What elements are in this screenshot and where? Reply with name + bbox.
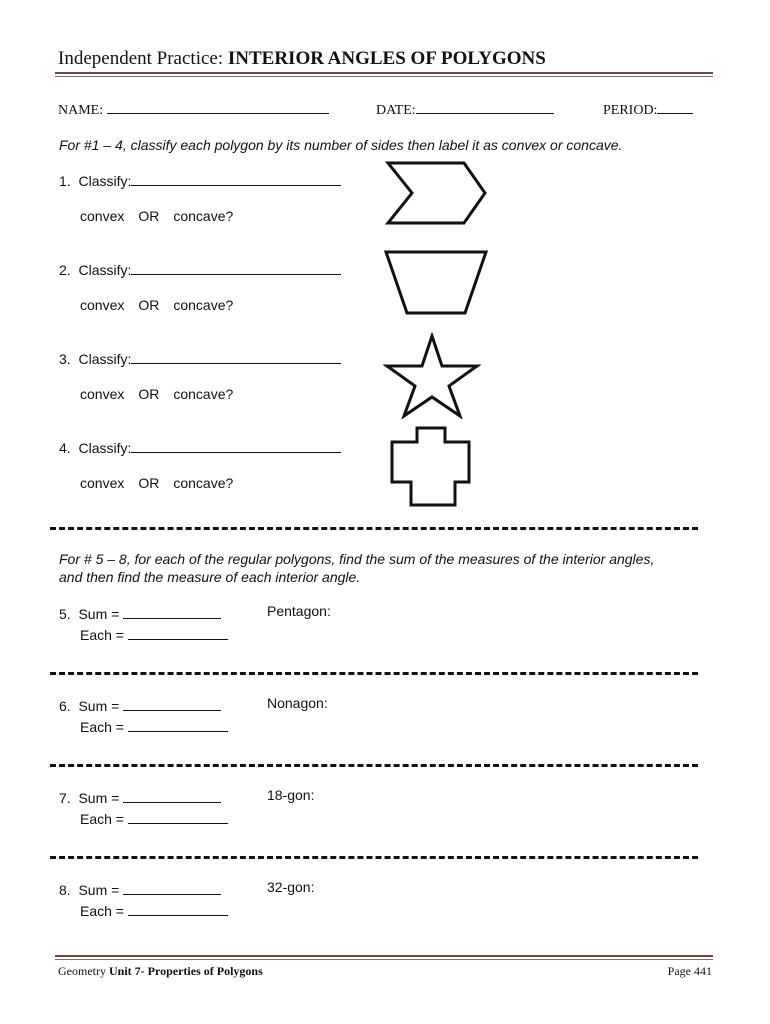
question-5-each: [80, 627, 228, 643]
period-blank[interactable]: [657, 101, 693, 114]
q4-label: Classify:: [78, 440, 132, 456]
question-6: [59, 698, 221, 714]
q7-sum-blank[interactable]: [123, 790, 221, 803]
q1-number: 1.: [59, 173, 71, 189]
q8-each-label: Each =: [80, 903, 124, 919]
q5-sum-label: Sum =: [78, 606, 120, 622]
q6-each-blank[interactable]: [128, 719, 228, 732]
q2-label: Classify:: [78, 262, 132, 278]
q8-polygon: 32-gon:: [267, 879, 315, 895]
q3-options: [80, 386, 247, 402]
q5-polygon: Pentagon:: [267, 603, 331, 619]
question-5: [59, 606, 221, 622]
header-rule: [55, 72, 713, 74]
q2-blank[interactable]: [131, 262, 341, 275]
trapezoid-shape: [383, 249, 489, 317]
footer-course: [58, 964, 263, 979]
chevron-pentagon-shape: [385, 160, 489, 226]
q6-sum-label: Sum =: [78, 698, 120, 714]
q7-number: 7.: [59, 790, 71, 806]
section2-instruction: [59, 550, 654, 586]
q2-number: 2.: [59, 262, 71, 278]
q1-or: OR: [138, 208, 160, 224]
q1-convex[interactable]: convex: [80, 208, 125, 224]
q2-options: [80, 297, 247, 313]
question-7-each: [80, 811, 228, 827]
q4-or: OR: [138, 475, 160, 491]
section2-instruction-line1: For # 5 – 8, for each of the regular polygons, find the sum of the measures of the interior angles,: [59, 551, 655, 567]
q3-blank[interactable]: [131, 351, 341, 364]
q6-each-label: Each =: [80, 719, 124, 735]
name-label: NAME:: [58, 103, 104, 118]
q8-sum-label: Sum =: [78, 882, 120, 898]
q5-each-blank[interactable]: [128, 627, 228, 640]
page-number: Page 441: [667, 964, 712, 978]
q7-sum-label: Sum =: [78, 790, 120, 806]
question-1: [59, 173, 341, 189]
q2-convex[interactable]: convex: [80, 297, 125, 313]
q5-number: 5.: [59, 606, 71, 622]
divider-dashed: [50, 856, 698, 859]
header-rule-thin: [55, 76, 713, 77]
q3-number: 3.: [59, 351, 71, 367]
footer-unit: Unit 7- Properties of Polygons: [108, 964, 263, 978]
period-field: [603, 101, 693, 119]
star-shape: [383, 333, 481, 419]
cross-shape: [389, 425, 473, 509]
date-label: DATE:: [376, 103, 416, 118]
name-field: [58, 101, 329, 119]
question-2: [59, 262, 341, 278]
q6-polygon: Nonagon:: [267, 695, 328, 711]
q4-concave[interactable]: concave?: [173, 475, 234, 491]
q7-each-blank[interactable]: [128, 811, 228, 824]
q4-number: 4.: [59, 440, 71, 456]
date-field: [376, 101, 554, 119]
title-main: INTERIOR ANGLES OF POLYGONS: [227, 48, 546, 69]
date-blank[interactable]: [416, 101, 554, 114]
footer-rule-thin: [55, 959, 713, 960]
q4-blank[interactable]: [131, 440, 341, 453]
divider-dashed: [50, 527, 698, 530]
q5-sum-blank[interactable]: [123, 606, 221, 619]
q2-or: OR: [138, 297, 160, 313]
q8-number: 8.: [59, 882, 71, 898]
q7-each-label: Each =: [80, 811, 124, 827]
q6-number: 6.: [59, 698, 71, 714]
footer-course-label: Geometry: [58, 964, 109, 978]
question-6-each: [80, 719, 228, 735]
name-blank[interactable]: [107, 101, 329, 114]
q1-options: [80, 208, 247, 224]
q1-label: Classify:: [78, 173, 132, 189]
q8-sum-blank[interactable]: [123, 882, 221, 895]
section1-instruction: For #1 – 4, classify each polygon by its number of sides then label it as convex or concave.: [59, 137, 623, 153]
question-7: [59, 790, 221, 806]
q3-concave[interactable]: concave?: [173, 386, 234, 402]
divider-dashed: [50, 672, 698, 675]
q2-concave[interactable]: concave?: [173, 297, 234, 313]
q7-polygon: 18-gon:: [267, 787, 315, 803]
q4-options: [80, 475, 247, 491]
page-title: [58, 48, 546, 70]
q6-sum-blank[interactable]: [123, 698, 221, 711]
q3-or: OR: [138, 386, 160, 402]
q5-each-label: Each =: [80, 627, 124, 643]
q1-blank[interactable]: [131, 173, 341, 186]
divider-dashed: [50, 764, 698, 767]
question-4: [59, 440, 341, 456]
question-8: [59, 882, 221, 898]
period-label: PERIOD:: [603, 103, 658, 118]
q3-convex[interactable]: convex: [80, 386, 125, 402]
q8-each-blank[interactable]: [128, 903, 228, 916]
question-8-each: [80, 903, 228, 919]
q4-convex[interactable]: convex: [80, 475, 125, 491]
footer-rule: [55, 955, 713, 957]
q3-label: Classify:: [78, 351, 132, 367]
title-prefix: Independent Practice:: [58, 48, 228, 69]
question-3: [59, 351, 341, 367]
q1-concave[interactable]: concave?: [173, 208, 234, 224]
section2-instruction-line2: and then find the measure of each interior angle.: [59, 569, 361, 585]
